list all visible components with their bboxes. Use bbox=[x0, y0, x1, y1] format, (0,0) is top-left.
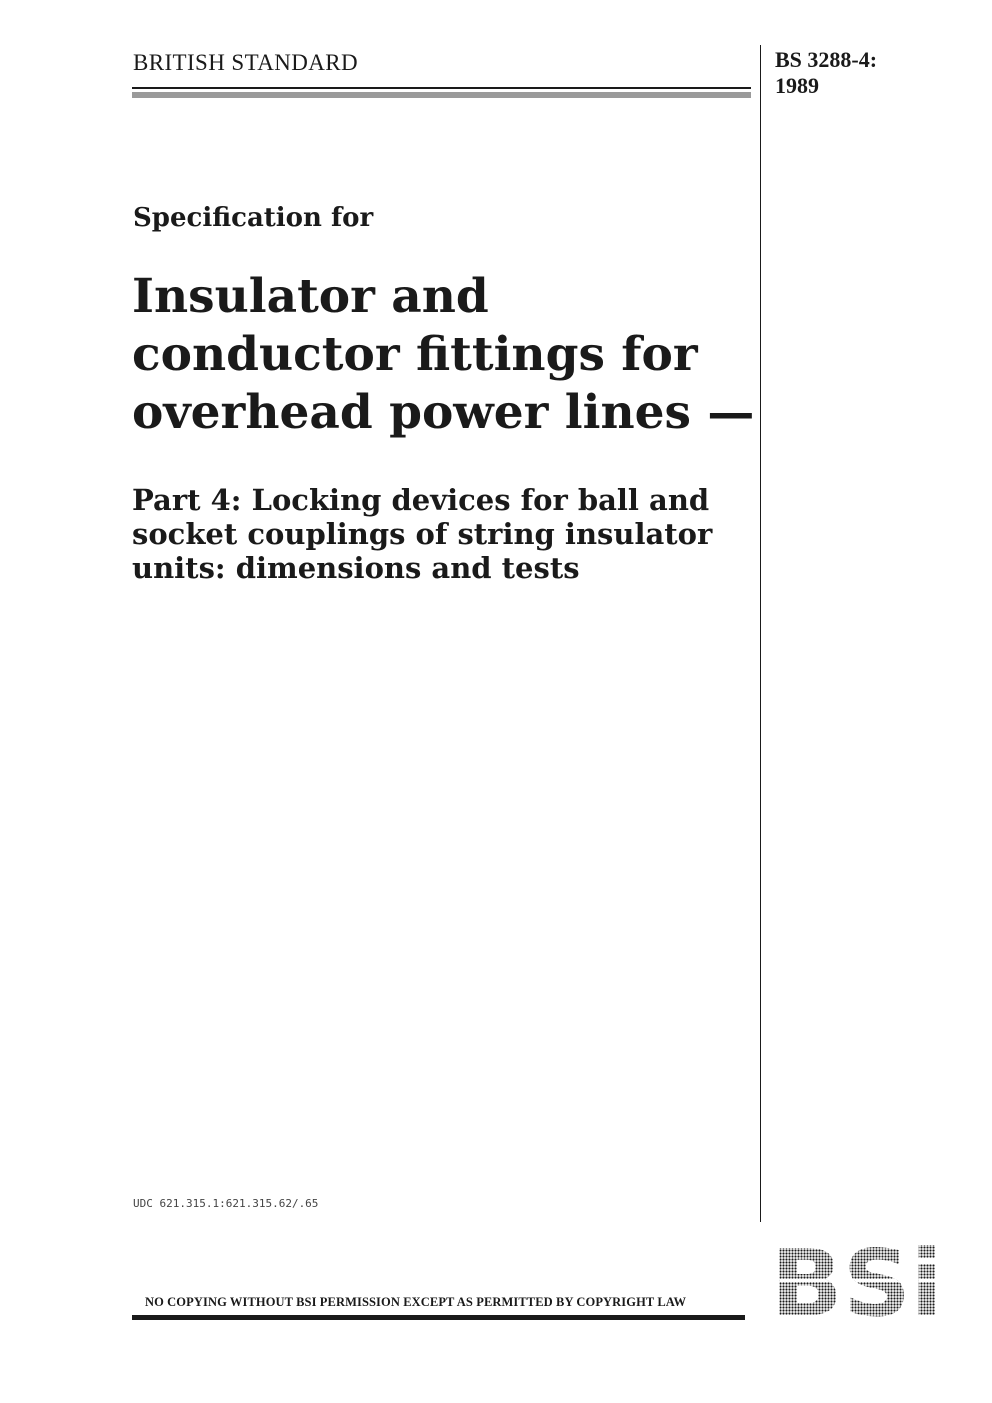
main-title-line: Insulator and bbox=[132, 269, 489, 324]
footer-rule bbox=[132, 1315, 745, 1320]
vertical-divider bbox=[760, 45, 761, 1222]
series-label: BRITISH STANDARD bbox=[133, 50, 358, 75]
part-title-line: Part 4: Locking devices for ball and bbox=[132, 483, 710, 517]
bsi-logo bbox=[770, 1243, 945, 1321]
standard-number bbox=[775, 47, 877, 99]
bsi-logo-stripe bbox=[770, 1279, 945, 1282]
standard-number-line1: BS 3288-4: bbox=[775, 47, 878, 72]
header-rule bbox=[132, 87, 751, 99]
header-rule-grey bbox=[132, 92, 751, 98]
part-title-line: socket couplings of string insulator bbox=[132, 517, 713, 551]
main-title bbox=[132, 268, 754, 442]
part-title-line: units: dimensions and tests bbox=[132, 551, 580, 585]
udc-code: UDC 621.315.1:621.315.62/.65 bbox=[133, 1197, 319, 1210]
main-title-line: conductor fittings for bbox=[132, 327, 698, 382]
copyright-notice: NO COPYING WITHOUT BSI PERMISSION EXCEPT AS PERMITTED BY COPYRIGHT LAW bbox=[145, 1295, 687, 1309]
main-title-line: overhead power lines — bbox=[132, 385, 755, 440]
part-title bbox=[132, 483, 712, 585]
title-prefix: Specification for bbox=[133, 203, 374, 233]
standard-number-line2: 1989 bbox=[775, 73, 819, 98]
header-rule-thin bbox=[132, 87, 751, 89]
